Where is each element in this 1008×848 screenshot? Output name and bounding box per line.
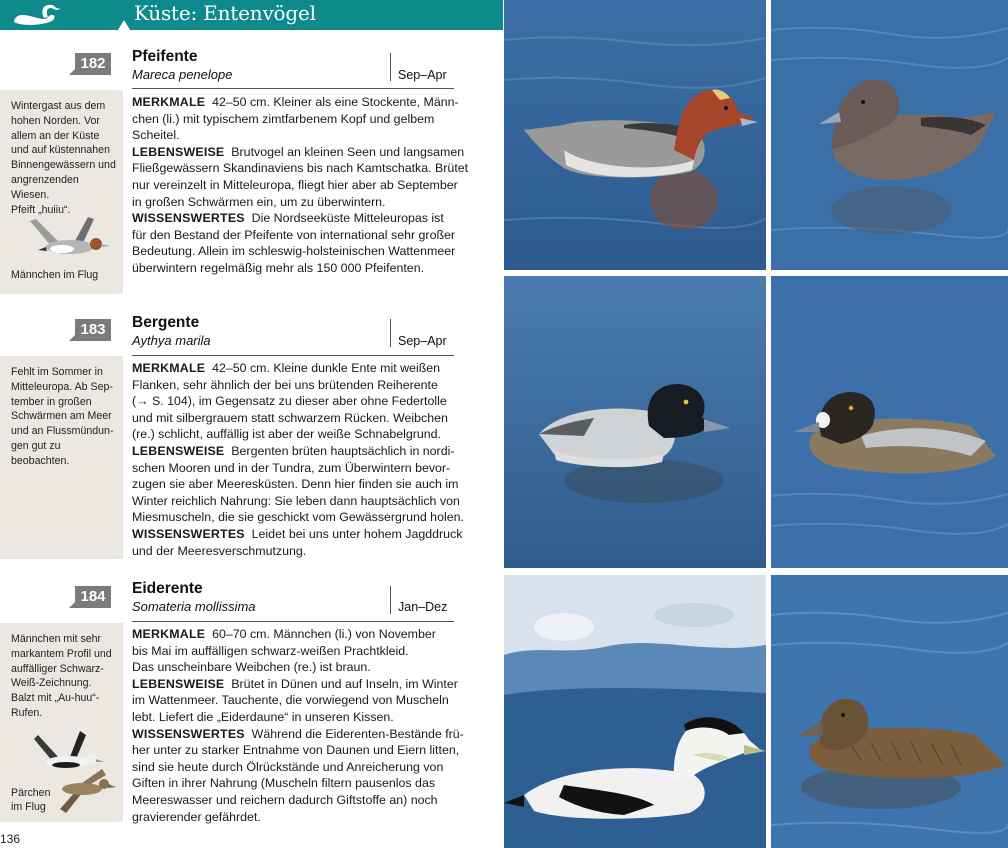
label-merkmale: MERKMALE xyxy=(132,627,206,641)
photo-grid xyxy=(503,0,1008,848)
section-header xyxy=(0,0,503,30)
sidebar-note xyxy=(0,90,123,294)
species-description: MERKMALE 42–50 cm. Kleiner als eine Stockente, Männ- chen (li.) mit typischem zimtfarbenem Kopf und gelbem Scheitel. LEBENSWEISE Brutvogel an kleinen Seen und langsamen Fließgewässern Skandinaviens bis nach Kamtschatka. Brütet nur vereinzelt in Mitteleuropa, fliegt hier aber ab September in großen Schwärmen ein, um zu überwintern. WISSENSWERTES Die Nordseeküste Mitteleuropas ist für den Bestand der Pfeifente von international sehr großer Bedeutung. Allein im schleswig-holsteinischen Wattenmeer überwintern regelmäßig mehr als 150 000 Pfeifenten. xyxy=(132,95,469,275)
header-notch xyxy=(118,20,130,30)
label-wissenswertes: WISSENSWERTES xyxy=(132,726,245,741)
header-divider xyxy=(390,53,391,81)
sidebar-text: Männchen mit sehr markantem Profil und auffälliger Schwarz- Weiß-Zeichnung. Balzt mit „Au-huu“- Rufen. xyxy=(11,633,112,719)
species-latin-name: Mareca penelope xyxy=(132,67,233,82)
species-name: Eiderente xyxy=(132,580,203,597)
season-range: Jan–Dez xyxy=(398,600,448,614)
species-number-badge: 183 xyxy=(75,319,111,341)
species-description: MERKMALE 42–50 cm. Kleine dunkle Ente mit weißen Flanken, sehr ähnlich der bei uns brütenden Reiherente (→ S. 104), im Gegensatz zu dieser aber ohne Federtolle und mit silbergrauem statt schwarzem Rücken. Weibchen (re.) schlicht, auffällig ist aber der weiße Schnabelgrund. LEBENSWEISE Bergenten brüten hauptsächlich in nordi- schen Mooren und in der Tundra, zum Überwintern bevor- zugen sie aber Meeresküsten. Denn hier finden sie auch im Winter reichlich Nahrung: Sie leben dann hauptsächlich von Miesmuscheln, die sie geschickt vom Gewässergrund holen. WISSENSWERTES Leidet bei uns unter hohem Jagddruck und der Meeresverschmutzung. xyxy=(132,361,464,558)
season-range: Sep–Apr xyxy=(398,68,447,82)
swan-icon xyxy=(8,2,64,28)
sidebar-text: Wintergast aus dem hohen Norden. Vor allem an der Küste und auf küstennahen Binnengewässern und angrenzenden Wiesen. Pfeift „huiiu“. xyxy=(11,100,116,216)
label-wissenswertes: WISSENSWERTES xyxy=(132,211,245,226)
wigeon-female-photo xyxy=(771,0,1008,270)
species-latin-name: Aythya marila xyxy=(132,333,211,348)
species-number-badge: 182 xyxy=(75,53,111,75)
header-rule xyxy=(132,621,454,622)
species-description: MERKMALE 60–70 cm. Männchen (li.) von November bis Mai im auffälligen schwarz-weißen Prachtkleid. Das unscheinbare Weibchen (re.) ist braun. LEBENSWEISE Brütet in Dünen und auf Inseln, im Winter im Wattenmeer. Tauchente, die vorwiegend von Muscheln lebt. Liefert die „Eiderdaune“ in unseren Kissen. WISSENSWERTES Während die Eiderenten-Bestände frü- her unter zu starker Entnahme von Daunen und Eiern litten, sind sie heute durch Ölrückstände und Anreicherung von Giften in ihrer Nahrung (Muscheln filtern pausenlos das Meereswasser und reichern dadurch Giftstoffe an) noch gravierender gefährdet. xyxy=(132,627,464,824)
species-latin-name: Somateria mollissima xyxy=(132,599,256,614)
sidebar-caption: Pärchen im Flug xyxy=(11,787,51,813)
label-lebensweise: LEBENSWEISE xyxy=(132,443,225,458)
header-divider xyxy=(390,319,391,347)
species-number-badge: 184 xyxy=(75,586,111,608)
eider-male-photo xyxy=(504,575,766,848)
season-range: Sep–Apr xyxy=(398,334,447,348)
scaup-female-photo xyxy=(771,276,1008,568)
label-merkmale: MERKMALE xyxy=(132,361,206,375)
sidebar-note xyxy=(0,623,123,822)
label-lebensweise: LEBENSWEISE xyxy=(132,676,225,691)
label-lebensweise: LEBENSWEISE xyxy=(132,144,225,159)
scaup-male-photo xyxy=(504,276,766,568)
wigeon-male-photo xyxy=(504,0,766,270)
wigeon-flight-icon xyxy=(22,215,114,261)
page-number: 136 xyxy=(0,832,21,846)
species-name: Bergente xyxy=(132,314,200,331)
label-wissenswertes: WISSENSWERTES xyxy=(132,526,245,541)
sidebar-note xyxy=(0,356,123,559)
sidebar-caption: Männchen im Flug xyxy=(11,269,99,281)
header-divider xyxy=(390,586,391,614)
header-rule xyxy=(132,88,454,89)
header-rule xyxy=(132,355,454,356)
eider-female-photo xyxy=(771,575,1008,848)
section-title: Küste: Entenvögel xyxy=(134,1,316,25)
species-name: Pfeifente xyxy=(132,48,198,65)
sidebar-text: Fehlt im Sommer in Mitteleuropa. Ab Sep- tember in großen Schwärmen am Meer und an Flussmündun- gen gut zu beobachten. xyxy=(11,366,114,467)
label-merkmale: MERKMALE xyxy=(132,95,206,109)
